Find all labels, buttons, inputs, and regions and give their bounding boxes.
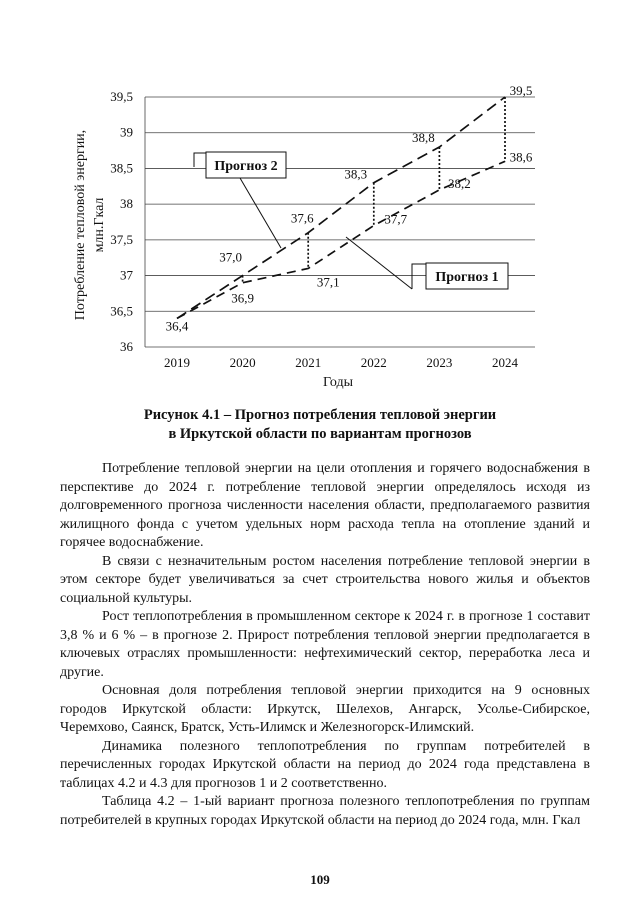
data-label-forecast-2: 37,6 <box>290 210 314 226</box>
y-tick-label: 37 <box>120 267 133 283</box>
data-label-forecast-1: 36,9 <box>231 290 254 306</box>
y-tick-label: 38,5 <box>110 160 133 176</box>
y-tick-label: 39,5 <box>110 89 133 104</box>
paragraph: Потребление тепловой энергии на цели отопления и горячего водоснабжения в перспективе до 2024 г. потребление тепловой энергии определялось исходя из долговременного прогноза численности населения области, предполагаемого развития жилищного фонда с учетом удельных норм расхода тепла на отопление зданий и горячее водоснабжение. <box>60 461 590 550</box>
data-label-forecast-2: 38,8 <box>412 130 435 145</box>
data-label-forecast-2: 37,0 <box>219 249 242 265</box>
x-tick-label: 2023 <box>426 355 453 370</box>
callout-bracket <box>194 153 206 167</box>
paragraph: Динамика полезного теплопотребления по группам потребителей в перечисленных городах Иркутской области на период до 2024 года представлена в таблицах 4.2 и 4.3 для прогнозов 1 и 2 соответственно. <box>60 738 590 791</box>
x-tick-label: 2020 <box>229 355 256 370</box>
data-label-forecast-1: 38,6 <box>509 149 533 165</box>
paragraph: Таблица 4.2 – 1-ый вариант прогноза полезного теплопотребления по группам потребителей в крупных городах Иркутской области на период до 2024 года, млн. Гкал <box>60 794 590 828</box>
figure-caption <box>60 406 580 444</box>
data-labels <box>166 83 533 333</box>
callout-leader <box>346 237 412 289</box>
y-tick-label: 39 <box>120 124 133 140</box>
callout-label-forecast-1: Прогноз 1 <box>435 270 499 285</box>
callout-bracket <box>412 264 426 289</box>
y-tick-label: 38 <box>120 196 133 212</box>
x-tick-label: 2024 <box>492 355 518 370</box>
data-label-forecast-1: 37,1 <box>316 274 340 290</box>
x-tick-labels <box>164 355 519 370</box>
page-number: 109 <box>310 872 330 887</box>
body-text <box>60 460 590 830</box>
paragraph: В связи с незначительным ростом населения потребление тепловой энергии в этом секторе будет увеличиваться за счет строительства нового жилья и объектов социальной культуры. <box>60 553 590 606</box>
caption-line-2: в Иркутской области по вариантам прогнозов <box>168 426 472 442</box>
y-tick-labels <box>110 89 133 354</box>
paragraph: Рост теплопотребления в промышленном секторе к 2024 г. в прогнозе 1 составит 3,8 % и 6 % – в прогнозе 2. Прирост потребления тепловой энергии предполагается в ключевых отраслях промышленности: нефтехимический сектор, переработка леса и другие. <box>60 609 590 680</box>
x-tick-label: 2022 <box>360 355 387 370</box>
data-label-forecast-1: 38,2 <box>448 175 471 191</box>
y-tick-label: 36 <box>120 339 133 354</box>
x-tick-label: 2019 <box>164 355 190 370</box>
caption-line-1: Рисунок 4.1 – Прогноз потребления тепловой энергии <box>143 407 497 423</box>
y-tick-label: 36,5 <box>110 303 133 319</box>
chart-gridlines <box>145 97 535 347</box>
x-axis-label: Годы <box>323 375 353 390</box>
paragraph: Основная доля потребления тепловой энергии приходится на 9 основных городов Иркутской области: Иркутск, Шелехов, Ангарск, Усолье-Сибирское, Черемхово, Саянск, Братск, Усть-Илимск и Железногорск-Илимский. <box>60 683 590 735</box>
data-label-forecast-2: 39,5 <box>509 83 533 98</box>
x-tick-label: 2021 <box>295 355 322 370</box>
y-tick-label: 37,5 <box>110 231 133 247</box>
data-label-forecast-1: 37,7 <box>384 211 408 227</box>
data-label-forecast-2: 38,3 <box>344 166 368 182</box>
callout-label-forecast-2: Прогноз 2 <box>214 159 278 174</box>
callout-leader <box>240 178 281 248</box>
forecast-chart <box>0 0 640 400</box>
y-axis-label-line2: млн.Гкал <box>92 197 107 253</box>
y-axis-label-line1: Потребление тепловой энергии, <box>73 129 88 321</box>
data-label-forecast-2: 36,4 <box>165 318 189 334</box>
